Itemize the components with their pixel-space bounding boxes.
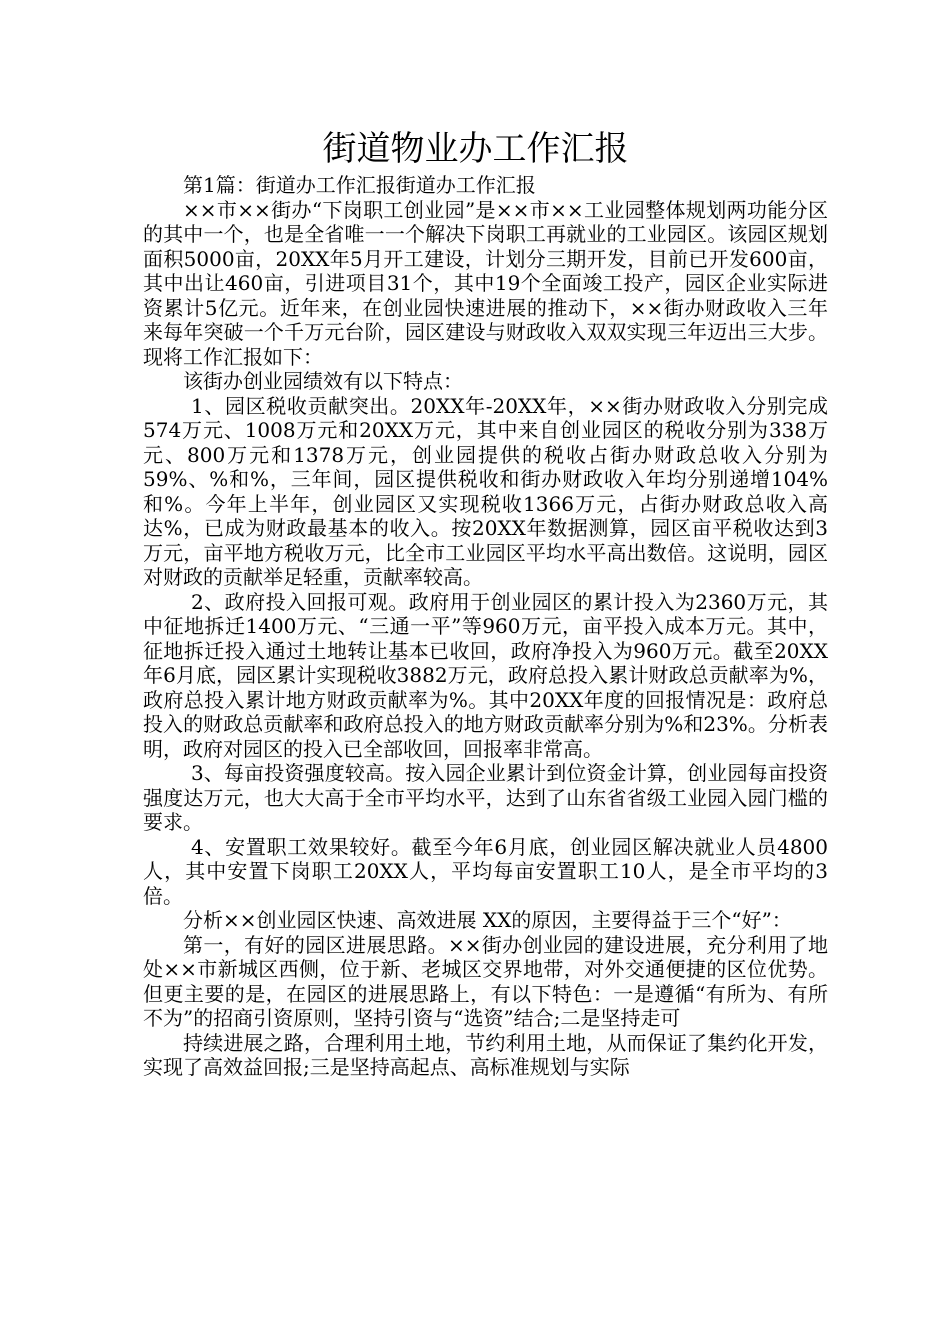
- paragraph-continuation: 持续进展之路，合理利用土地，节约利用土地，从而保证了集约化开发，实现了高效益回报;三是坚持高起点、高标准规划与实际: [143, 1030, 828, 1079]
- document-body: [143, 173, 828, 1080]
- paragraph-intro: ××市××街办“下岗职工创业园”是××市××工业园整体规划两功能分区的其中一个，也是全省唯一一个解决下岗职工再就业的工业园区。该园区规划面积5000亩，20XX年5月开工建设，计划分三期开发，目前已开发600亩，其中出让460亩，引进项目31个，其中19个全面竣工投产，园区企业实际进资累计5亿元。近年来，在创业园快速进展的推动下，××街办财政收入三年来每年突破一个千万元台阶，园区建设与财政收入双双实现三年迈出三大步。现将工作汇报如下：: [143, 197, 828, 369]
- paragraph-point-4: 4、安置职工效果较好。截至今年6月底，创业园区解决就业人员4800人，其中安置下岗职工20XX人，平均每亩安置职工10人，是全市平均的3倍。: [143, 834, 828, 908]
- paragraph-point-2: 2、政府投入回报可观。政府用于创业园区的累计投入为2360万元，其中征地拆迁1400万元、“三通一平”等960万元，亩平投入成本万元。其中，征地拆迁投入通过土地转让基本已收回，政府净投入为960万元。截至20XX年6月底，园区累计实现税收3882万元，政府总投入累计财政总贡献率为%，政府总投入累计地方财政贡献率为%。其中20XX年度的回报情况是：政府总投入的财政总贡献率和政府总投入的地方财政贡献率分别为%和23%。分析表明，政府对园区的投入已全部收回，回报率非常高。: [143, 589, 828, 761]
- document-title: 街道物业办工作汇报: [322, 129, 629, 169]
- paragraph-first-reason: 第一，有好的园区进展思路。××街办创业园的建设进展，充分利用了地处××市新城区西侧，位于新、老城区交界地带，对外交通便捷的区位优势。但更主要的是，在园区的进展思路上，有以下特色：一是遵循“有所为、有所不为”的招商引资原则，坚持引资与“选资”结合;二是坚持走可: [143, 932, 828, 1030]
- paragraph-analysis-lead: 分析××创业园区快速、高效进展 XX的原因，主要得益于三个“好”：: [183, 908, 792, 932]
- chapter-heading: 第1篇：街道办工作汇报街道办工作汇报: [183, 173, 536, 197]
- paragraph-features-lead: 该街办创业园绩效有以下特点：: [183, 369, 463, 393]
- paragraph-point-3: 3、每亩投资强度较高。按入园企业累计到位资金计算，创业园每亩投资强度达万元，也大大高于全市平均水平，达到了山东省省级工业园入园门槛的要求。: [143, 761, 828, 834]
- paragraph-point-1: 1、园区税收贡献突出。20XX年-20XX年，××街办财政收入分别完成574万元、1008万元和20XX万元，其中来自创业园区的税收分别为338万元、800万元和1378万元，创业园提供的税收占街办财政总收入分别为59%、%和%，三年间，园区提供税收和街办财政收入年均分别递增104%和%。今年上半年，创业园区又实现税收1366万元，占街办财政总收入高达%，已成为财政最基本的收入。按20XX年数据测算，园区亩平税收达到3万元，亩平地方税收万元，比全市工业园区平均水平高出数倍。这说明，园区对财政的贡献举足轻重，贡献率较高。: [143, 393, 828, 589]
